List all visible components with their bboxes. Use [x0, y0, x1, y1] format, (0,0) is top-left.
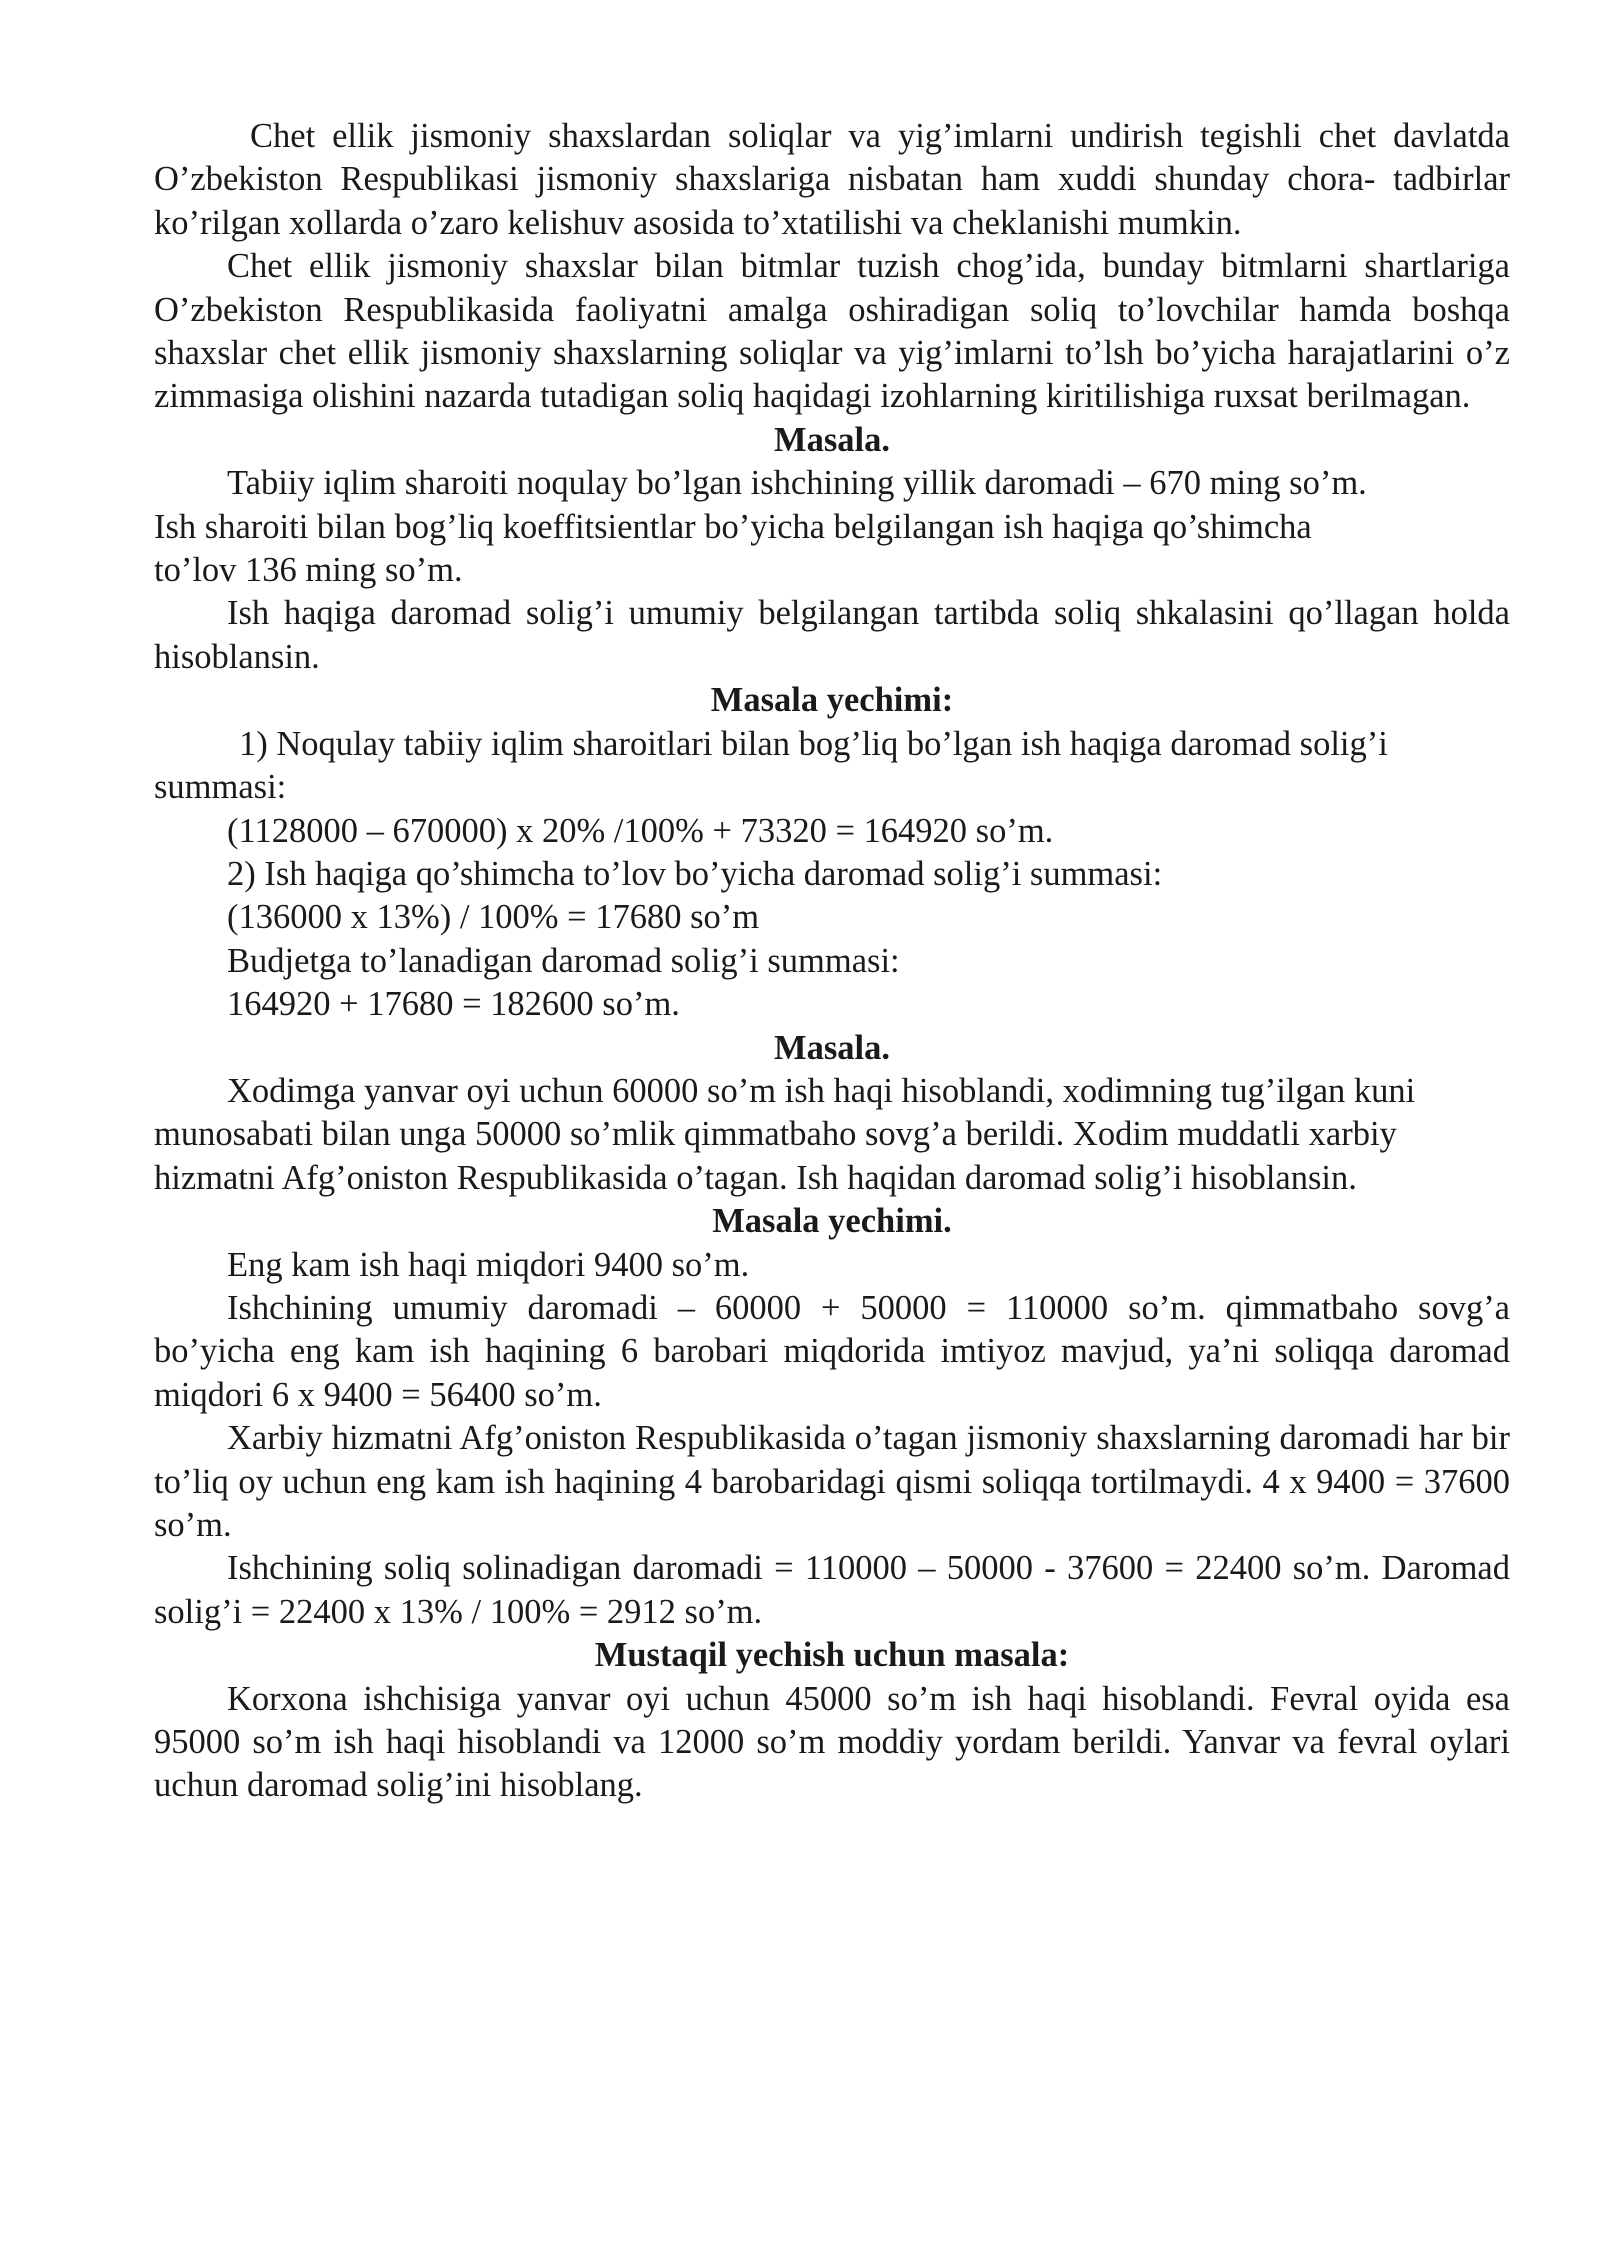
- heading-problem-1: Masala.: [774, 420, 890, 459]
- heading-solution-1: Masala yechimi:: [710, 681, 954, 720]
- heading-problem-2: Masala.: [774, 1028, 890, 1067]
- heading-solution-2: Masala yechimi.: [712, 1202, 952, 1241]
- solution-2-min-wage: Eng kam ish haqi miqdori 9400 so’m.: [227, 1245, 750, 1284]
- solution-2-military-exemption: Xarbiy hizmatni Afg’oniston Respublikasida o’tagan jismoniy shaxslarning daromadi har bir to’liq oy uchun eng kam ish haqining 4 barobaridagi qismi soliqqa tortilmaydi. 4 x 9400 = 37600 so’m.: [154, 1419, 1510, 1544]
- solution-1-step-1: 1) Noqulay tabiiy iqlim sharoitlari bilan bog’liq bo’lgan ish haqiga daromad solig’i summasi:: [154, 724, 1388, 807]
- solution-2-total-income: Ishchining umumiy daromadi – 60000 + 50000 = 110000 so’m. qimmatbaho sovg’a bo’yicha eng kam ish haqining 6 barobari miqdorida imtiyoz mavjud, ya’ni soliqqa daromad miqdori 6 x 9400 = 56400 so’m.: [154, 1288, 1510, 1414]
- independent-task-text: Korxona ishchisiga yanvar oyi uchun 45000 so’m ish haqi hisoblandi. Fevral oyida esa 95000 so’m ish haqi hisoblandi va 12000 so’m moddiy yordam berildi. Yanvar va fevral oylari uchun daromad solig’ini hisoblang.: [154, 1679, 1510, 1805]
- problem-1-task: Ish haqiga daromad solig’i umumiy belgilangan tartibda soliq shkalasini qo’llagan holda hisoblansin.: [154, 594, 1510, 676]
- solution-1-total: 164920 + 17680 = 182600 so’m.: [227, 985, 680, 1024]
- problem-1-line-3: to’lov 136 ming so’m.: [154, 551, 463, 590]
- paragraph-foreign-tax-suspension: Chet ellik jismoniy shaxslardan soliqlar va yig’imlarni undirish tegishli chet davlatda O’zbekiston Respublikasi jismoniy shaxslariga nisbatan ham xuddi shunday chora- tadbirlar ko’rilgan xollarda o’zaro kelishuv asosida to’xtatilishi va cheklanishi mumkin.: [154, 117, 1510, 242]
- solution-1-budget-label: Budjetga to’lanadigan daromad solig’i summasi:: [227, 941, 900, 980]
- document-page: [154, 115, 1510, 1808]
- heading-independent-task: Mustaqil yechish uchun masala:: [594, 1636, 1070, 1675]
- paragraph-foreign-contracts: Chet ellik jismoniy shaxslar bilan bitmlar tuzish chog’ida, bunday bitmlarni shartlariga O’zbekiston Respublikasida faoliyatni amalga oshiradigan soliq to’lovchilar hamda boshqa shaxslar chet ellik jismoniy shaxslarning soliqlar va yig’imlarni to’lsh bo’yicha harajatlarini o’z zimmasiga olishini nazarda tutadigan soliq haqidagi izohlarning kiritilishiga ruxsat berilmagan.: [154, 247, 1510, 416]
- solution-1-step-2: 2) Ish haqiga qo’shimcha to’lov bo’yicha daromad solig’i summasi:: [227, 854, 1163, 893]
- solution-2-taxable-income: Ishchining soliq solinadigan daromadi = 110000 – 50000 - 37600 = 22400 so’m. Daromad solig’i = 22400 x 13% / 100% = 2912 so’m.: [154, 1549, 1510, 1631]
- problem-1-line-2: Ish sharoiti bilan bog’liq koeffitsientlar bo’yicha belgilangan ish haqiga qo’shimcha: [154, 507, 1312, 546]
- solution-1-formula-1: (1128000 – 670000) x 20% /100% + 73320 = 164920 so’m.: [227, 811, 1054, 850]
- problem-1-line-1: Tabiiy iqlim sharoiti noqulay bo’lgan ishchining yillik daromadi – 670 ming so’m.: [227, 464, 1367, 503]
- solution-1-formula-2: (136000 x 13%) / 100% = 17680 so’m: [227, 898, 760, 937]
- problem-2-text: Xodimga yanvar oyi uchun 60000 so’m ish haqi hisoblandi, xodimning tug’ilgan kuni munosabati bilan unga 50000 so’mlik qimmatbaho sovg’a berildi. Xodim muddatli xarbiy hizmatni Afg’oniston Respublikasida o’tagan. Ish haqidan daromad solig’i hisoblansin.: [154, 1071, 1416, 1197]
